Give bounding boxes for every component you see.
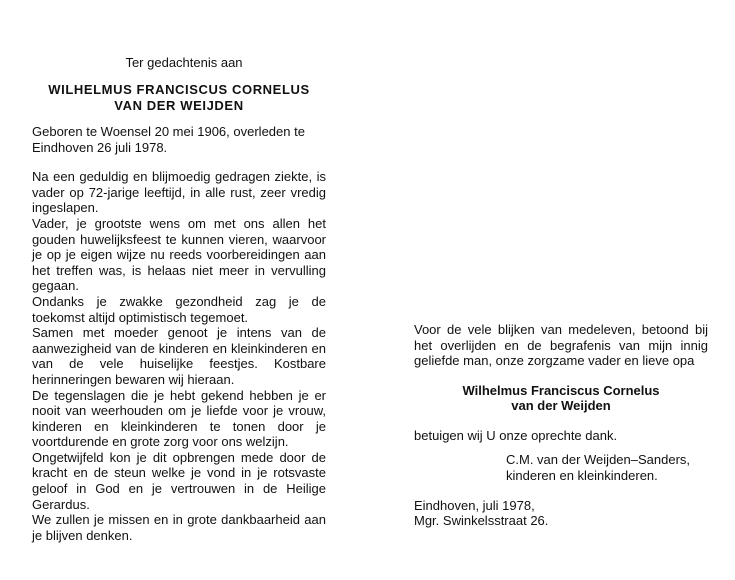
right-column [414,322,708,529]
paragraph-4: Samen met moeder genoot je intens van de aanwezigheid van de kinderen en kleinkinderen en van de vele huiselijke feestjes. Kostbare herinneringen bewaren wij hieraan. [32,325,326,387]
thanks-intro: Voor de vele blijken van medeleven, betoond bij het overlijden en de begrafenis van mijn innig geliefde man, onze zorgzame vader en lieve opa [414,322,708,369]
paragraph-7: We zullen je missen en in grote dankbaarheid aan je blijven denken. [32,512,326,543]
paragraph-1: Na een geduldig en blijmoedig gedragen ziekte, is vader op 72-jarige leeftijd, in alle rust, zeer vredig ingeslapen. [32,169,326,216]
paragraph-6: Ongetwijfeld kon je dit opbrengen mede door de kracht en de steun welke je vond in je rotsvaste geloof in God en je vertrouwen in de Heilige Gerardus. [32,449,326,512]
deceased-name-line1: WILHELMUS FRANCISCUS CORNELUS [48,82,310,97]
signature-line2: kinderen en kleinkinderen. [506,467,658,483]
thanks-name [414,383,708,414]
place-date: Eindhoven, juli 1978, [414,497,535,513]
deceased-name [32,82,326,114]
thanks-line: betuigen wij U onze oprechte dank. [414,427,618,443]
left-column [32,55,326,543]
paragraph-2: Vader, je grootste wens om met ons allen het gouden huwelijksfeest te kunnen vieren, waarvoor je op je eigen wijze nu reeds voorbereidingen aan het treffen was, is helaas niet meer in vervulling gegaan. [32,215,326,294]
birth-death-text: Geboren te Woensel 20 mei 1906, overleden te Eindhoven 26 juli 1978. [32,124,305,155]
thanks-name-line1: Wilhelmus Franciscus Cornelus [462,382,660,398]
deceased-name-line2: VAN DER WEIJDEN [114,98,244,113]
thanks-name-line2: van der Weijden [511,398,611,414]
paragraph-5: De tegenslagen die je hebt gekend hebben je er nooit van weerhouden om je liefde voor je vrouw, kinderen en kleinkinderen te tonen door je voortdurende en grote zorg voor ons welzijn. [32,387,326,450]
address: Mgr. Swinkelsstraat 26. [414,513,549,529]
signature-line1: C.M. van der Weijden–Sanders, [506,451,691,467]
paragraph-3: Ondanks je zwakke gezondheid zag je de toekomst altijd optimistisch tegemoet. [32,293,326,325]
intro-text: Ter gedachtenis aan [125,55,243,70]
signature [414,452,708,484]
